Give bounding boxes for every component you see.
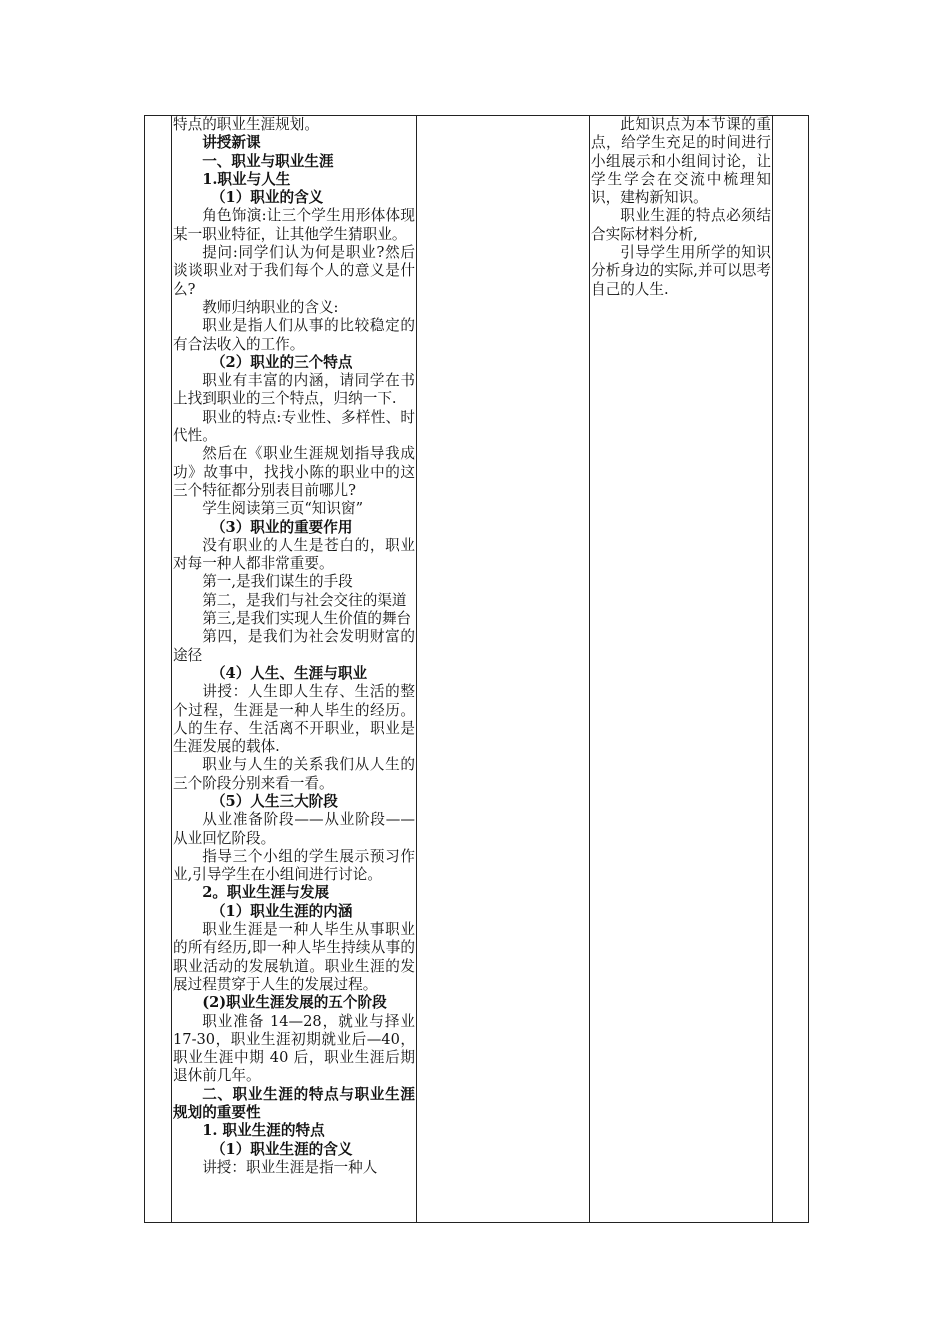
lesson-line: 一、职业与职业生涯 xyxy=(202,152,334,170)
left-margin-cell xyxy=(145,116,172,1223)
lesson-line: 1. 职业生涯的特点 xyxy=(202,1122,325,1140)
lesson-line: 职业生涯是一种人毕生从事职业的所有经历,即一种人毕生持续从事的职业活动的发展轨道。职业生涯的发展过程贯穿于人生的发展过程。 xyxy=(173,921,415,993)
lesson-line: 没有职业的人生是苍白的，职业对每一种人都非常重要。 xyxy=(173,536,415,573)
lesson-line: （2）职业的三个特点 xyxy=(210,353,353,371)
teaching-content xyxy=(172,116,416,1177)
lesson-line: 讲授新课 xyxy=(202,134,261,152)
design-notes-cell xyxy=(590,116,773,1223)
lesson-line: 提问:同学们认为何是职业?然后谈谈职业对于我们每个人的意义是什么? xyxy=(173,244,415,298)
note-paragraph: 引导学生用所学的知识分析身边的实际,并可以思考自己的人生. xyxy=(591,244,771,298)
lesson-line: 第二，是我们与社会交往的渠道 xyxy=(202,591,407,609)
lesson-line: 讲授：人生即人生存、生活的整个过程，生涯是一种人毕生的经历。人的生存、生活离不开职业，职业是生涯发展的载体. xyxy=(173,683,415,756)
lesson-line: 1.职业与人生 xyxy=(202,170,291,188)
lesson-line: （1）职业的含义 xyxy=(210,189,324,207)
lesson-line: （1）职业生涯的内涵 xyxy=(210,902,353,920)
lesson-line: (2)职业生涯发展的五个阶段 xyxy=(202,994,387,1012)
lesson-line: 特点的职业生涯规划。 xyxy=(173,116,319,133)
student-activity-cell xyxy=(417,116,590,1223)
lesson-line: 职业有丰富的内涵，请同学在书上找到职业的三个特点，归纳一下. xyxy=(173,372,415,408)
lesson-line: 第三,是我们实现人生价值的舞台 xyxy=(202,610,412,628)
lesson-line: （3）职业的重要作用 xyxy=(210,518,353,536)
lesson-line: 2。职业生涯与发展 xyxy=(202,884,330,902)
lesson-line: 职业是指人们从事的比较稳定的有合法收入的工作。 xyxy=(173,317,415,353)
lesson-line: 讲授：职业生涯是指一种人 xyxy=(202,1158,378,1176)
lesson-line: 二、职业生涯的特点与职业生涯规划的重要性 xyxy=(173,1085,415,1122)
lesson-line: 第一,是我们谋生的手段 xyxy=(202,573,353,591)
design-notes xyxy=(590,116,772,299)
lesson-line: 然后在《职业生涯规划指导我成功》故事中，找找小陈的职业中的这三个特征都分别表目前哪儿? xyxy=(173,445,415,499)
right-margin-cell xyxy=(773,116,809,1223)
lesson-line: 指导三个小组的学生展示预习作业,引导学生在小组间进行讨论。 xyxy=(173,847,415,884)
lesson-line: 角色饰演:让三个学生用形体体现某一职业特征，让其他学生猜职业。 xyxy=(173,207,415,243)
lesson-line: 职业与人生的关系我们从人生的三个阶段分别来看一看。 xyxy=(173,756,415,792)
lesson-line: 职业准备 14—28，就业与择业 17-30，职业生涯初期就业后—40，职业生涯中期 40 后，职业生涯后期退休前几年。 xyxy=(173,1012,415,1085)
lesson-line: （5）人生三大阶段 xyxy=(210,792,338,810)
lesson-line: 职业的特点:专业性、多样性、时代性。 xyxy=(173,408,415,445)
teaching-content-cell xyxy=(172,116,417,1223)
note-paragraph: 此知识点为本节课的重点，给学生充足的时间进行小组展示和小组间讨论，让学生学会在交流中梳理知识，建构新知识。 xyxy=(591,116,771,207)
lesson-plan-table xyxy=(144,115,809,1223)
lesson-line: 第四，是我们为社会发明财富的途径 xyxy=(173,628,415,664)
lesson-line: （4）人生、生涯与职业 xyxy=(210,664,368,682)
lesson-line: 教师归纳职业的含义: xyxy=(202,298,339,316)
note-paragraph: 职业生涯的特点必须结合实际材料分析, xyxy=(591,207,771,243)
lesson-line: （1）职业生涯的含义 xyxy=(210,1140,353,1158)
lesson-line: 学生阅读第三页“知识窗” xyxy=(202,500,364,518)
lesson-line: 从业准备阶段——从业阶段——从业回忆阶段。 xyxy=(173,811,415,847)
